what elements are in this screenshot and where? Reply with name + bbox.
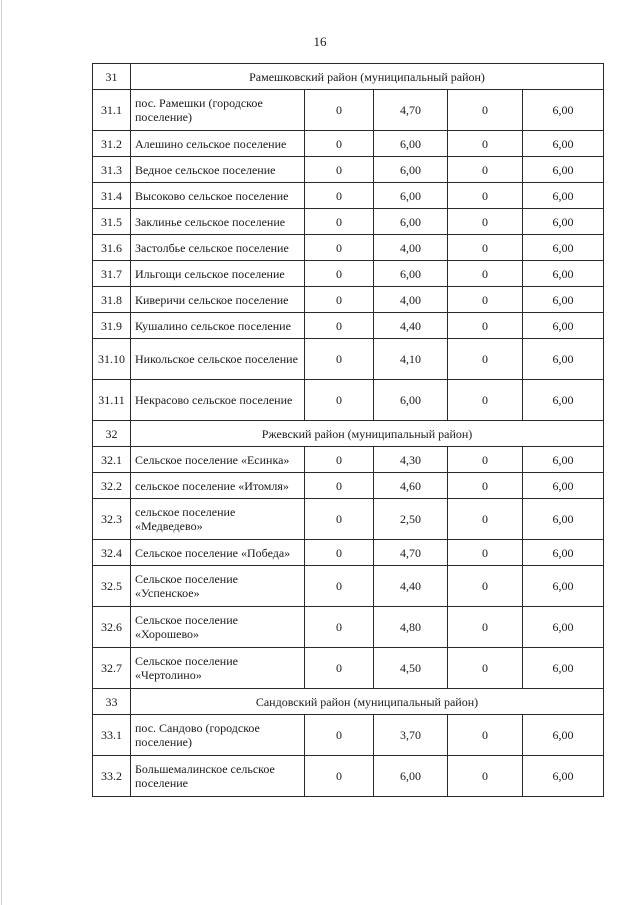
table-row bbox=[93, 756, 604, 797]
value-col-2: 4,70 bbox=[374, 540, 448, 566]
table-row bbox=[93, 131, 604, 157]
row-number: 33.2 bbox=[93, 756, 131, 797]
value-col-4: 6,00 bbox=[523, 447, 604, 473]
settlement-name: Заклинье сельское поселение bbox=[131, 209, 305, 235]
row-number: 31.10 bbox=[93, 339, 131, 380]
settlement-name: пос. Рамешки (городское поселение) bbox=[131, 90, 305, 131]
table-row bbox=[93, 540, 604, 566]
value-col-2: 6,00 bbox=[374, 183, 448, 209]
value-col-1: 0 bbox=[305, 183, 374, 209]
settlement-name: Сельское поселение «Победа» bbox=[131, 540, 305, 566]
district-number: 33 bbox=[93, 689, 131, 715]
settlement-name: Сельское поселение «Хорошево» bbox=[131, 607, 305, 648]
value-col-3: 0 bbox=[448, 183, 523, 209]
value-col-1: 0 bbox=[305, 499, 374, 540]
district-header-row bbox=[93, 689, 604, 715]
value-col-1: 0 bbox=[305, 648, 374, 689]
settlement-name: Застолбье сельское поселение bbox=[131, 235, 305, 261]
value-col-1: 0 bbox=[305, 566, 374, 607]
value-col-3: 0 bbox=[448, 339, 523, 380]
value-col-1: 0 bbox=[305, 756, 374, 797]
value-col-2: 4,50 bbox=[374, 648, 448, 689]
table-row bbox=[93, 209, 604, 235]
value-col-2: 4,00 bbox=[374, 287, 448, 313]
table-row bbox=[93, 473, 604, 499]
value-col-3: 0 bbox=[448, 90, 523, 131]
settlement-name: Сельское поселение «Успенское» bbox=[131, 566, 305, 607]
value-col-2: 6,00 bbox=[374, 756, 448, 797]
settlement-name: сельское поселение «Медведево» bbox=[131, 499, 305, 540]
value-col-2: 4,00 bbox=[374, 235, 448, 261]
value-col-1: 0 bbox=[305, 287, 374, 313]
value-col-2: 4,30 bbox=[374, 447, 448, 473]
settlement-name: Сельское поселение «Есинка» bbox=[131, 447, 305, 473]
value-col-2: 6,00 bbox=[374, 157, 448, 183]
value-col-3: 0 bbox=[448, 715, 523, 756]
value-col-1: 0 bbox=[305, 131, 374, 157]
settlement-name: Ведное сельское поселение bbox=[131, 157, 305, 183]
table-row bbox=[93, 447, 604, 473]
value-col-4: 6,00 bbox=[523, 261, 604, 287]
value-col-1: 0 bbox=[305, 447, 374, 473]
district-number: 31 bbox=[93, 64, 131, 90]
value-col-3: 0 bbox=[448, 499, 523, 540]
row-number: 32.7 bbox=[93, 648, 131, 689]
table-row bbox=[93, 607, 604, 648]
table-row bbox=[93, 90, 604, 131]
row-number: 32.5 bbox=[93, 566, 131, 607]
table-row bbox=[93, 157, 604, 183]
value-col-3: 0 bbox=[448, 607, 523, 648]
value-col-3: 0 bbox=[448, 540, 523, 566]
value-col-1: 0 bbox=[305, 473, 374, 499]
value-col-1: 0 bbox=[305, 313, 374, 339]
value-col-4: 6,00 bbox=[523, 607, 604, 648]
settlement-name: Никольское сельское поселение bbox=[131, 339, 305, 380]
value-col-2: 6,00 bbox=[374, 261, 448, 287]
value-col-2: 4,40 bbox=[374, 313, 448, 339]
table-row bbox=[93, 380, 604, 421]
row-number: 31.2 bbox=[93, 131, 131, 157]
district-title: Ржевский район (муниципальный район) bbox=[131, 421, 604, 447]
value-col-4: 6,00 bbox=[523, 183, 604, 209]
row-number: 31.4 bbox=[93, 183, 131, 209]
row-number: 31.5 bbox=[93, 209, 131, 235]
settlement-name: пос. Сандово (городское поселение) bbox=[131, 715, 305, 756]
value-col-2: 4,70 bbox=[374, 90, 448, 131]
table-row bbox=[93, 499, 604, 540]
row-number: 31.8 bbox=[93, 287, 131, 313]
value-col-3: 0 bbox=[448, 566, 523, 607]
value-col-2: 4,10 bbox=[374, 339, 448, 380]
settlement-name: Алешино сельское поселение bbox=[131, 131, 305, 157]
row-number: 33.1 bbox=[93, 715, 131, 756]
value-col-2: 6,00 bbox=[374, 209, 448, 235]
district-title: Сандовский район (муниципальный район) bbox=[131, 689, 604, 715]
value-col-2: 4,80 bbox=[374, 607, 448, 648]
value-col-2: 2,50 bbox=[374, 499, 448, 540]
value-col-4: 6,00 bbox=[523, 287, 604, 313]
table-row bbox=[93, 339, 604, 380]
value-col-4: 6,00 bbox=[523, 380, 604, 421]
settlement-name: сельское поселение «Итомля» bbox=[131, 473, 305, 499]
value-col-2: 3,70 bbox=[374, 715, 448, 756]
value-col-4: 6,00 bbox=[523, 473, 604, 499]
row-number: 31.11 bbox=[93, 380, 131, 421]
settlement-name: Большемалинское сельское поселение bbox=[131, 756, 305, 797]
value-col-3: 0 bbox=[448, 287, 523, 313]
page-number: 16 bbox=[313, 34, 327, 49]
table-row bbox=[93, 648, 604, 689]
value-col-4: 6,00 bbox=[523, 339, 604, 380]
value-col-2: 4,40 bbox=[374, 566, 448, 607]
value-col-4: 6,00 bbox=[523, 209, 604, 235]
scan-edge-line bbox=[1, 0, 2, 905]
table-row bbox=[93, 183, 604, 209]
row-number: 31.1 bbox=[93, 90, 131, 131]
value-col-1: 0 bbox=[305, 235, 374, 261]
row-number: 32.3 bbox=[93, 499, 131, 540]
value-col-1: 0 bbox=[305, 209, 374, 235]
value-col-4: 6,00 bbox=[523, 566, 604, 607]
value-col-3: 0 bbox=[448, 648, 523, 689]
row-number: 32.2 bbox=[93, 473, 131, 499]
settlement-name: Сельское поселение «Чертолино» bbox=[131, 648, 305, 689]
table-row bbox=[93, 235, 604, 261]
district-title: Рамешковский район (муниципальный район) bbox=[131, 64, 604, 90]
value-col-3: 0 bbox=[448, 209, 523, 235]
value-col-1: 0 bbox=[305, 90, 374, 131]
row-number: 31.9 bbox=[93, 313, 131, 339]
value-col-4: 6,00 bbox=[523, 756, 604, 797]
row-number: 31.3 bbox=[93, 157, 131, 183]
value-col-4: 6,00 bbox=[523, 715, 604, 756]
row-number: 32.4 bbox=[93, 540, 131, 566]
district-header-row bbox=[93, 64, 604, 90]
table-row bbox=[93, 566, 604, 607]
value-col-4: 6,00 bbox=[523, 131, 604, 157]
value-col-4: 6,00 bbox=[523, 235, 604, 261]
district-number: 32 bbox=[93, 421, 131, 447]
value-col-3: 0 bbox=[448, 756, 523, 797]
value-col-2: 4,60 bbox=[374, 473, 448, 499]
value-col-3: 0 bbox=[448, 157, 523, 183]
row-number: 31.7 bbox=[93, 261, 131, 287]
value-col-1: 0 bbox=[305, 380, 374, 421]
value-col-3: 0 bbox=[448, 261, 523, 287]
value-col-3: 0 bbox=[448, 131, 523, 157]
value-col-4: 6,00 bbox=[523, 90, 604, 131]
table-row bbox=[93, 261, 604, 287]
value-col-1: 0 bbox=[305, 339, 374, 380]
value-col-1: 0 bbox=[305, 261, 374, 287]
value-col-4: 6,00 bbox=[523, 648, 604, 689]
value-col-2: 6,00 bbox=[374, 131, 448, 157]
row-number: 31.6 bbox=[93, 235, 131, 261]
value-col-1: 0 bbox=[305, 607, 374, 648]
table-row bbox=[93, 287, 604, 313]
value-col-3: 0 bbox=[448, 473, 523, 499]
value-col-2: 6,00 bbox=[374, 380, 448, 421]
value-col-4: 6,00 bbox=[523, 157, 604, 183]
value-col-3: 0 bbox=[448, 313, 523, 339]
value-col-3: 0 bbox=[448, 380, 523, 421]
settlement-name: Некрасово сельское поселение bbox=[131, 380, 305, 421]
settlement-rates-table bbox=[92, 63, 604, 797]
row-number: 32.1 bbox=[93, 447, 131, 473]
value-col-3: 0 bbox=[448, 235, 523, 261]
settlement-name: Высоково сельское поселение bbox=[131, 183, 305, 209]
table-row bbox=[93, 313, 604, 339]
table-row bbox=[93, 715, 604, 756]
value-col-4: 6,00 bbox=[523, 540, 604, 566]
settlement-name: Ильгощи сельское поселение bbox=[131, 261, 305, 287]
value-col-3: 0 bbox=[448, 447, 523, 473]
value-col-1: 0 bbox=[305, 157, 374, 183]
value-col-1: 0 bbox=[305, 540, 374, 566]
value-col-4: 6,00 bbox=[523, 313, 604, 339]
settlement-name: Кушалино сельское поселение bbox=[131, 313, 305, 339]
row-number: 32.6 bbox=[93, 607, 131, 648]
value-col-4: 6,00 bbox=[523, 499, 604, 540]
value-col-1: 0 bbox=[305, 715, 374, 756]
settlement-name: Киверичи сельское поселение bbox=[131, 287, 305, 313]
district-header-row bbox=[93, 421, 604, 447]
